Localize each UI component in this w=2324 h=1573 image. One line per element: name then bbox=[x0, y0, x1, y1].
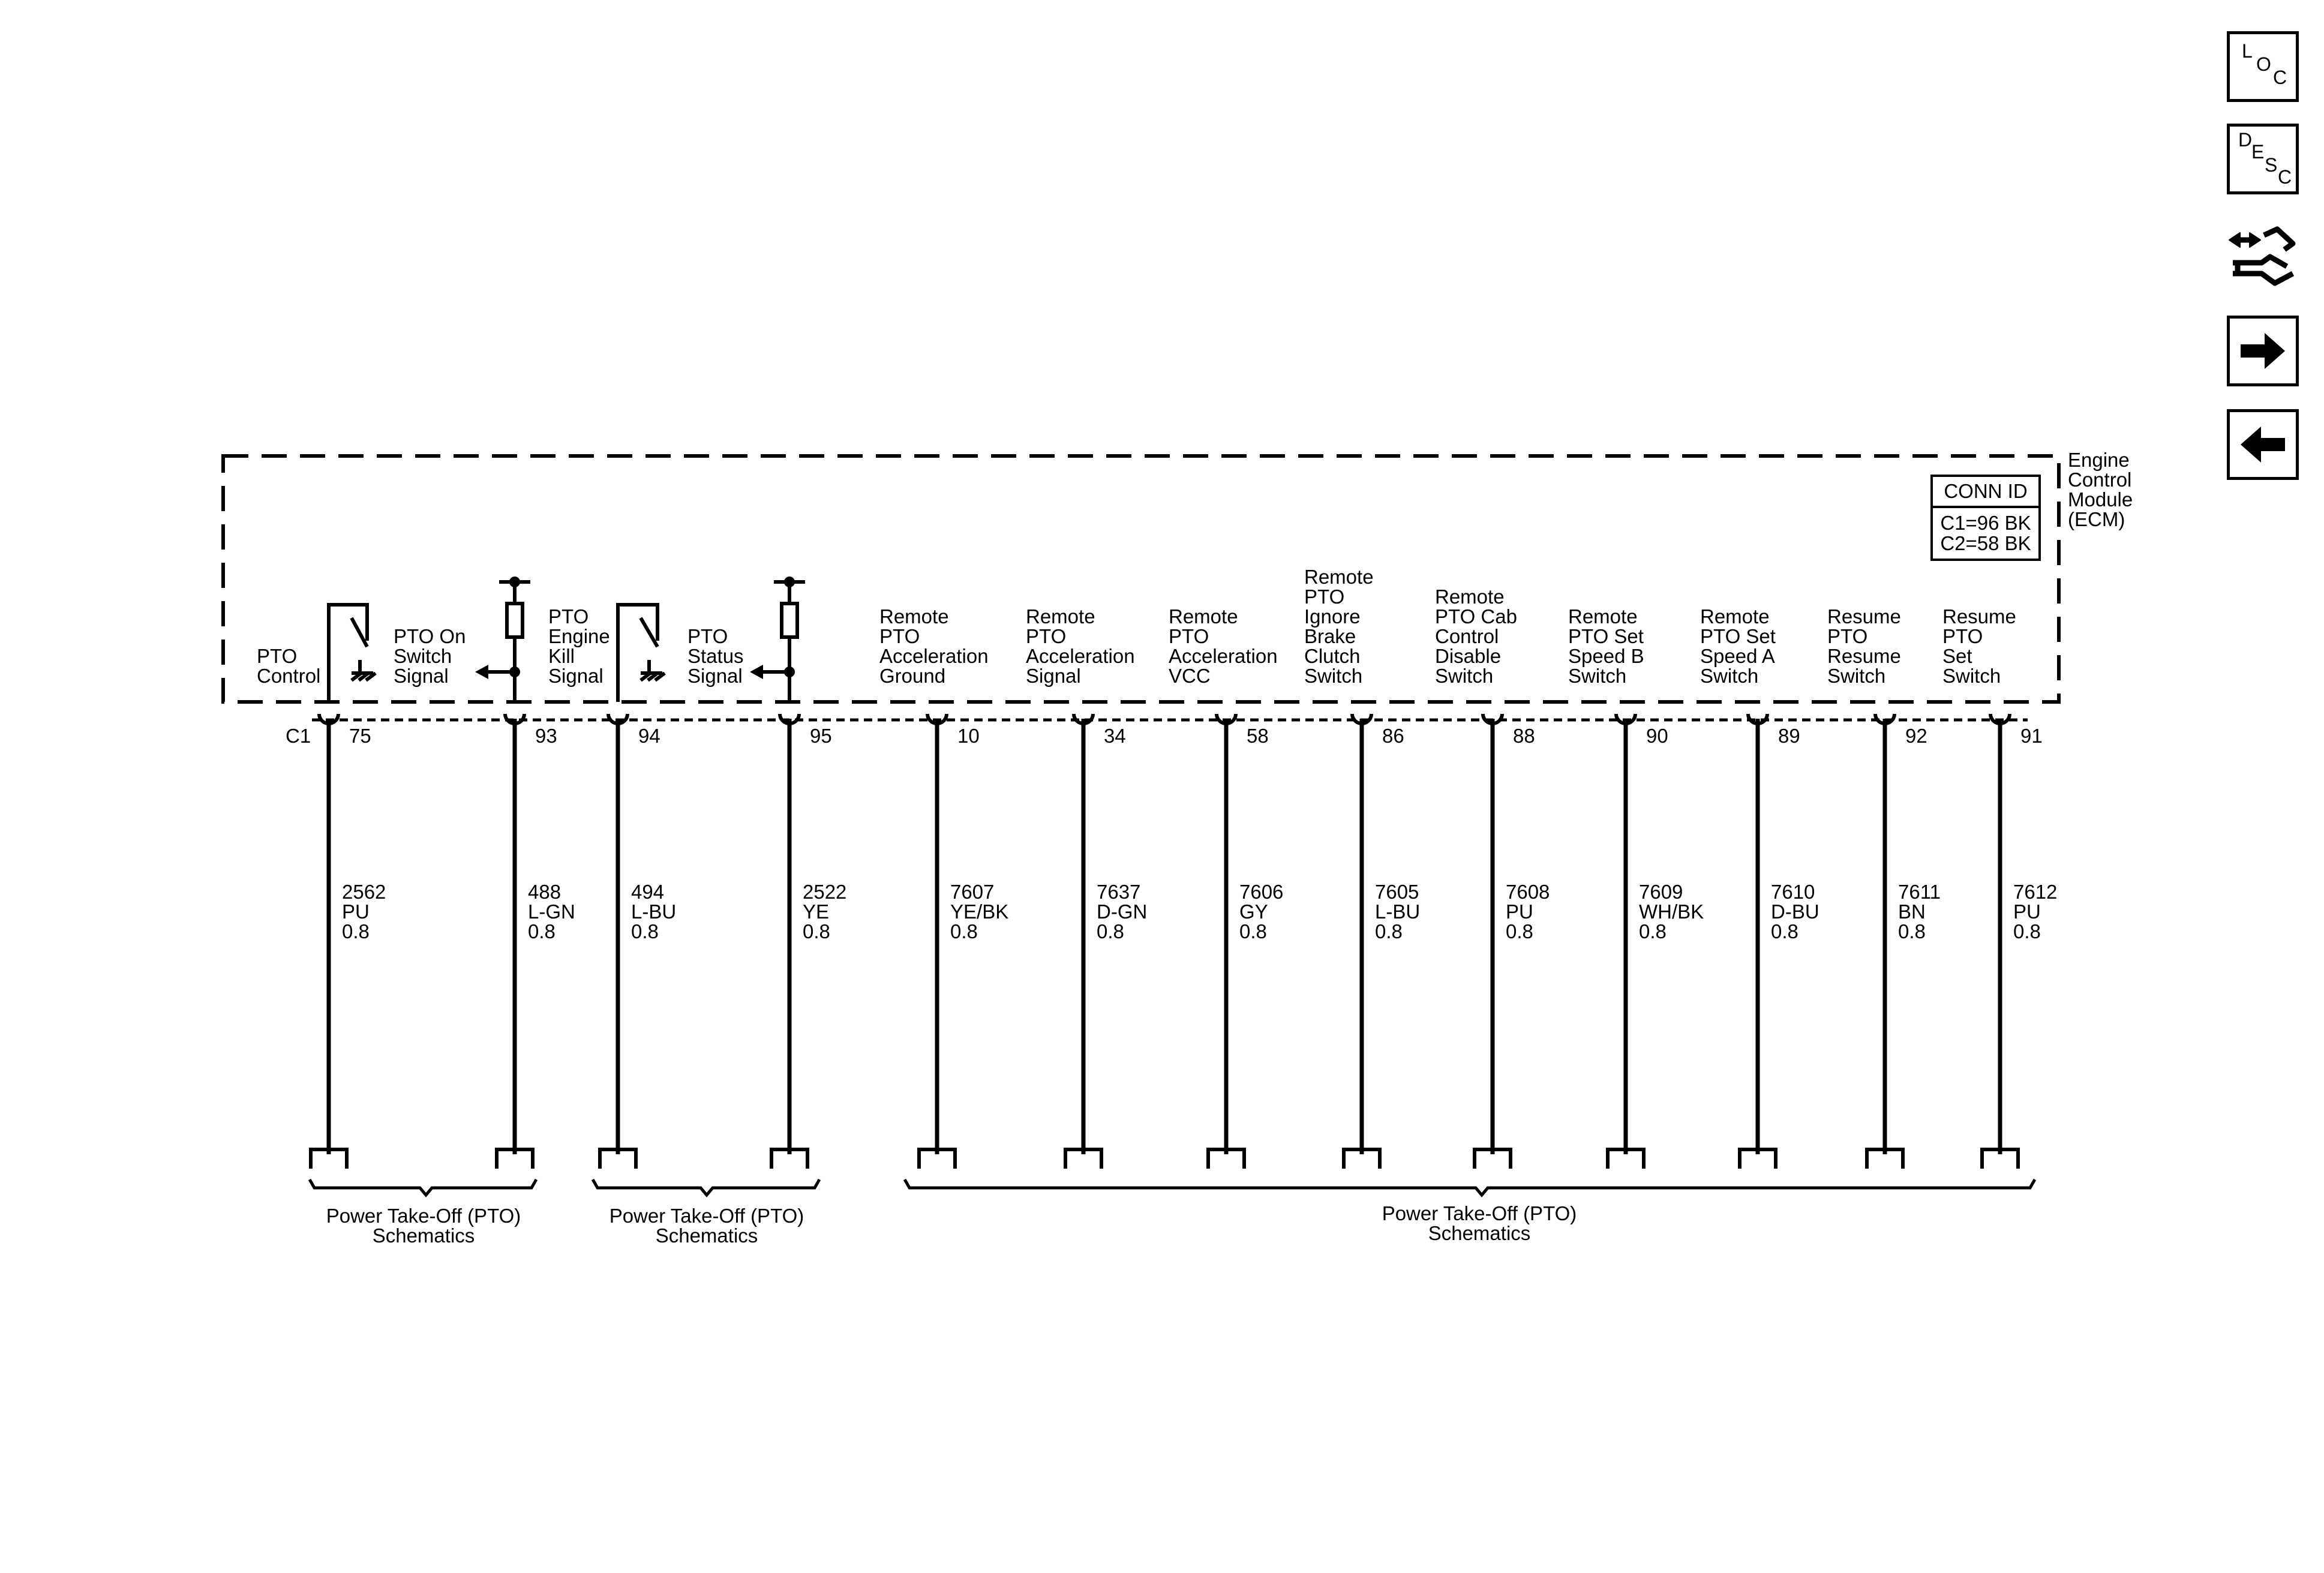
svg-text:Power Take-Off (PTO): Power Take-Off (PTO) bbox=[326, 1205, 521, 1227]
circuit-label: Signal bbox=[1026, 665, 1081, 687]
wire-info: 7612 bbox=[2013, 881, 2058, 903]
pto-on-switch-symbol bbox=[329, 605, 376, 702]
circuit-label: PTO Set bbox=[1568, 625, 1644, 647]
destination-label-1 bbox=[326, 1205, 521, 1247]
circuit-label: Switch bbox=[1827, 665, 1886, 687]
pin-number: 10 bbox=[957, 725, 980, 747]
circuit-label: Switch bbox=[1435, 665, 1494, 687]
pin-number: 92 bbox=[1905, 725, 1927, 747]
wire-info: PU bbox=[1506, 900, 1533, 923]
circuit-label: Acceleration bbox=[1026, 645, 1135, 667]
pto-status-arrow bbox=[750, 665, 763, 679]
previous-page-button[interactable] bbox=[2227, 409, 2299, 480]
wire-info: D-GN bbox=[1097, 900, 1148, 923]
wire-info: 7607 bbox=[950, 881, 995, 903]
wire-info: L-BU bbox=[1375, 900, 1421, 923]
connector-end-view-icon bbox=[2227, 223, 2299, 294]
circuit-label: Brake bbox=[1304, 625, 1356, 647]
circuit-label: Switch bbox=[1568, 665, 1627, 687]
circuit-label: Resume bbox=[1827, 605, 1901, 628]
circuit-label: PTO bbox=[1942, 625, 1983, 647]
circuit-label: Remote bbox=[1304, 566, 1374, 588]
circuit-label: Remote bbox=[879, 605, 949, 628]
module-name bbox=[2068, 449, 2133, 530]
wire-info: YE bbox=[803, 900, 830, 923]
svg-text:Engine: Engine bbox=[2068, 449, 2130, 471]
circuit-label: Resume bbox=[1827, 645, 1901, 667]
pto-on-switch-label bbox=[394, 625, 466, 687]
wire-info: D-BU bbox=[1771, 900, 1819, 923]
kill-signal-node bbox=[509, 577, 520, 587]
svg-text:Schematics: Schematics bbox=[1428, 1222, 1531, 1244]
circuit-label: Kill bbox=[548, 645, 575, 667]
circuit-label: Ignore bbox=[1304, 605, 1361, 628]
wire-info: WH/BK bbox=[1639, 900, 1704, 923]
svg-text:Signal: Signal bbox=[687, 665, 743, 687]
pin-number: 89 bbox=[1778, 725, 1800, 747]
circuit-label: Ground bbox=[879, 665, 946, 687]
destination-brace-2 bbox=[593, 1179, 819, 1195]
wire-info: 0.8 bbox=[631, 920, 659, 942]
circuit-label: PTO bbox=[1169, 625, 1209, 647]
wire-info: 7609 bbox=[1639, 881, 1683, 903]
svg-text:Status: Status bbox=[687, 645, 744, 667]
wire-info: 0.8 bbox=[803, 920, 830, 942]
conn-id-title: CONN ID bbox=[1944, 480, 2028, 502]
wire-info: BN bbox=[1898, 900, 1926, 923]
destination-label-2 bbox=[609, 1205, 804, 1247]
svg-text:Signal: Signal bbox=[394, 665, 449, 687]
circuit-label: Acceleration bbox=[1169, 645, 1278, 667]
circuit-label: PTO bbox=[257, 645, 298, 667]
circuit-label: PTO Set bbox=[1700, 625, 1776, 647]
wire-info: L-BU bbox=[631, 900, 677, 923]
wire-info: YE/BK bbox=[950, 900, 1009, 923]
circuit-label: Disable bbox=[1435, 645, 1502, 667]
connector-end-view-button[interactable] bbox=[2227, 223, 2299, 294]
svg-text:PTO: PTO bbox=[687, 625, 728, 647]
circuit-label: VCC bbox=[1169, 665, 1211, 687]
circuit-label: Speed B bbox=[1568, 645, 1644, 667]
circuit-label: PTO bbox=[879, 625, 920, 647]
loc-letter-l: L bbox=[2242, 40, 2253, 62]
kill-signal-resistor bbox=[485, 582, 530, 702]
pto-status-switch-symbol bbox=[618, 605, 665, 702]
circuit-label: Acceleration bbox=[879, 645, 989, 667]
pin-number: 94 bbox=[638, 725, 660, 747]
circuit-label: Remote bbox=[1700, 605, 1770, 628]
pin-number: 58 bbox=[1247, 725, 1269, 747]
wire-info: 0.8 bbox=[950, 920, 978, 942]
wire-info: 0.8 bbox=[1097, 920, 1124, 942]
wire-info: 7610 bbox=[1771, 881, 1815, 903]
circuit-label: PTO bbox=[1304, 586, 1345, 608]
svg-text:Power Take-Off (PTO): Power Take-Off (PTO) bbox=[1382, 1202, 1577, 1224]
wire-info: 0.8 bbox=[1239, 920, 1267, 942]
circuit-label: PTO bbox=[548, 605, 589, 628]
pto-on-arrow bbox=[475, 665, 488, 679]
pin-number: 75 bbox=[349, 725, 371, 747]
desc-letter-s: S bbox=[2265, 154, 2278, 176]
circuit-label: Remote bbox=[1169, 605, 1238, 628]
svg-text:PTO On: PTO On bbox=[394, 625, 466, 647]
pin-number: 90 bbox=[1646, 725, 1668, 747]
circuit-label: Remote bbox=[1435, 586, 1505, 608]
wire-info: 0.8 bbox=[2013, 920, 2041, 942]
wire-info: 0.8 bbox=[528, 920, 556, 942]
pin-number: 86 bbox=[1382, 725, 1404, 747]
kill-signal-junction bbox=[509, 667, 520, 677]
desc-letter-e: E bbox=[2251, 141, 2265, 163]
status-signal-junction bbox=[784, 667, 795, 677]
wire-info: 488 bbox=[528, 881, 562, 903]
next-page-button[interactable] bbox=[2227, 316, 2299, 386]
svg-text:Switch: Switch bbox=[394, 645, 452, 667]
pto-status-label bbox=[687, 625, 744, 687]
circuit-label: Control bbox=[1435, 625, 1499, 647]
desc-letter-c: C bbox=[2278, 166, 2292, 188]
conn-id-row-2: C2=58 BK bbox=[1940, 532, 2031, 554]
circuit-label: Speed A bbox=[1700, 645, 1775, 667]
wire-info: 7611 bbox=[1898, 881, 1941, 903]
connector-label: C1 bbox=[286, 725, 311, 747]
circuit-label: PTO bbox=[1827, 625, 1868, 647]
description-button[interactable] bbox=[2227, 124, 2299, 194]
wire-info: PU bbox=[2013, 900, 2041, 923]
wire-info: 0.8 bbox=[1771, 920, 1798, 942]
wire-info: 2562 bbox=[342, 881, 386, 903]
svg-text:Power Take-Off (PTO): Power Take-Off (PTO) bbox=[609, 1205, 804, 1227]
destination-brace-3 bbox=[905, 1179, 2035, 1195]
loc-letter-c: C bbox=[2273, 67, 2287, 88]
wire-info: 0.8 bbox=[1506, 920, 1533, 942]
circuit-label: Set bbox=[1942, 645, 1972, 667]
arrow-left-icon bbox=[2230, 412, 2296, 477]
svg-text:(ECM): (ECM) bbox=[2068, 508, 2125, 530]
wire-info: 0.8 bbox=[1639, 920, 1667, 942]
svg-text:Schematics: Schematics bbox=[655, 1224, 758, 1247]
wire-info: GY bbox=[1239, 900, 1268, 923]
wire-info: 7605 bbox=[1375, 881, 1419, 903]
desc-letter-d: D bbox=[2238, 129, 2253, 151]
circuit-label: Engine bbox=[548, 625, 610, 647]
destination-label-3 bbox=[1382, 1202, 1577, 1244]
destination-brace-1 bbox=[310, 1179, 536, 1195]
loc-letter-o: O bbox=[2256, 53, 2271, 75]
wire-info: 0.8 bbox=[342, 920, 370, 942]
wire-info: 7608 bbox=[1506, 881, 1550, 903]
circuit-label: Switch bbox=[1942, 665, 2001, 687]
conn-id-row-1: C1=96 BK bbox=[1940, 512, 2031, 534]
wire-info: 2522 bbox=[803, 881, 847, 903]
circuit-label: Clutch bbox=[1304, 645, 1361, 667]
pin-number: 88 bbox=[1513, 725, 1535, 747]
arrow-right-icon bbox=[2230, 319, 2296, 383]
circuit-label: PTO Cab bbox=[1435, 605, 1517, 628]
ecm-module-box bbox=[223, 456, 2059, 702]
circuit-label: Remote bbox=[1568, 605, 1638, 628]
svg-text:Schematics: Schematics bbox=[372, 1224, 475, 1247]
location-button[interactable] bbox=[2227, 31, 2299, 102]
wire-info: PU bbox=[342, 900, 370, 923]
circuit-label: Remote bbox=[1026, 605, 1095, 628]
wire-info: 0.8 bbox=[1898, 920, 1926, 942]
circuit-label: Control bbox=[257, 665, 321, 687]
pin-number: 34 bbox=[1104, 725, 1126, 747]
circuit-label: Switch bbox=[1700, 665, 1759, 687]
status-signal-node bbox=[784, 577, 795, 587]
pin-number: 91 bbox=[2020, 725, 2043, 747]
circuit-label: PTO bbox=[1026, 625, 1067, 647]
circuit-label: Switch bbox=[1304, 665, 1363, 687]
circuit-label: Signal bbox=[548, 665, 603, 687]
svg-text:Module: Module bbox=[2068, 488, 2133, 511]
wire-info: 7606 bbox=[1239, 881, 1284, 903]
wire-info: 0.8 bbox=[1375, 920, 1403, 942]
status-signal-resistor bbox=[759, 582, 805, 702]
svg-text:Control: Control bbox=[2068, 469, 2132, 491]
wire-info: 494 bbox=[631, 881, 665, 903]
conn-id-box bbox=[1932, 476, 2040, 560]
pin-number: 95 bbox=[810, 725, 832, 747]
circuit-label: Resume bbox=[1942, 605, 2016, 628]
circuits-layer bbox=[257, 566, 2057, 1169]
wire-info: 7637 bbox=[1097, 881, 1141, 903]
pin-number: 93 bbox=[535, 725, 557, 747]
wire-info: L-GN bbox=[528, 900, 575, 923]
